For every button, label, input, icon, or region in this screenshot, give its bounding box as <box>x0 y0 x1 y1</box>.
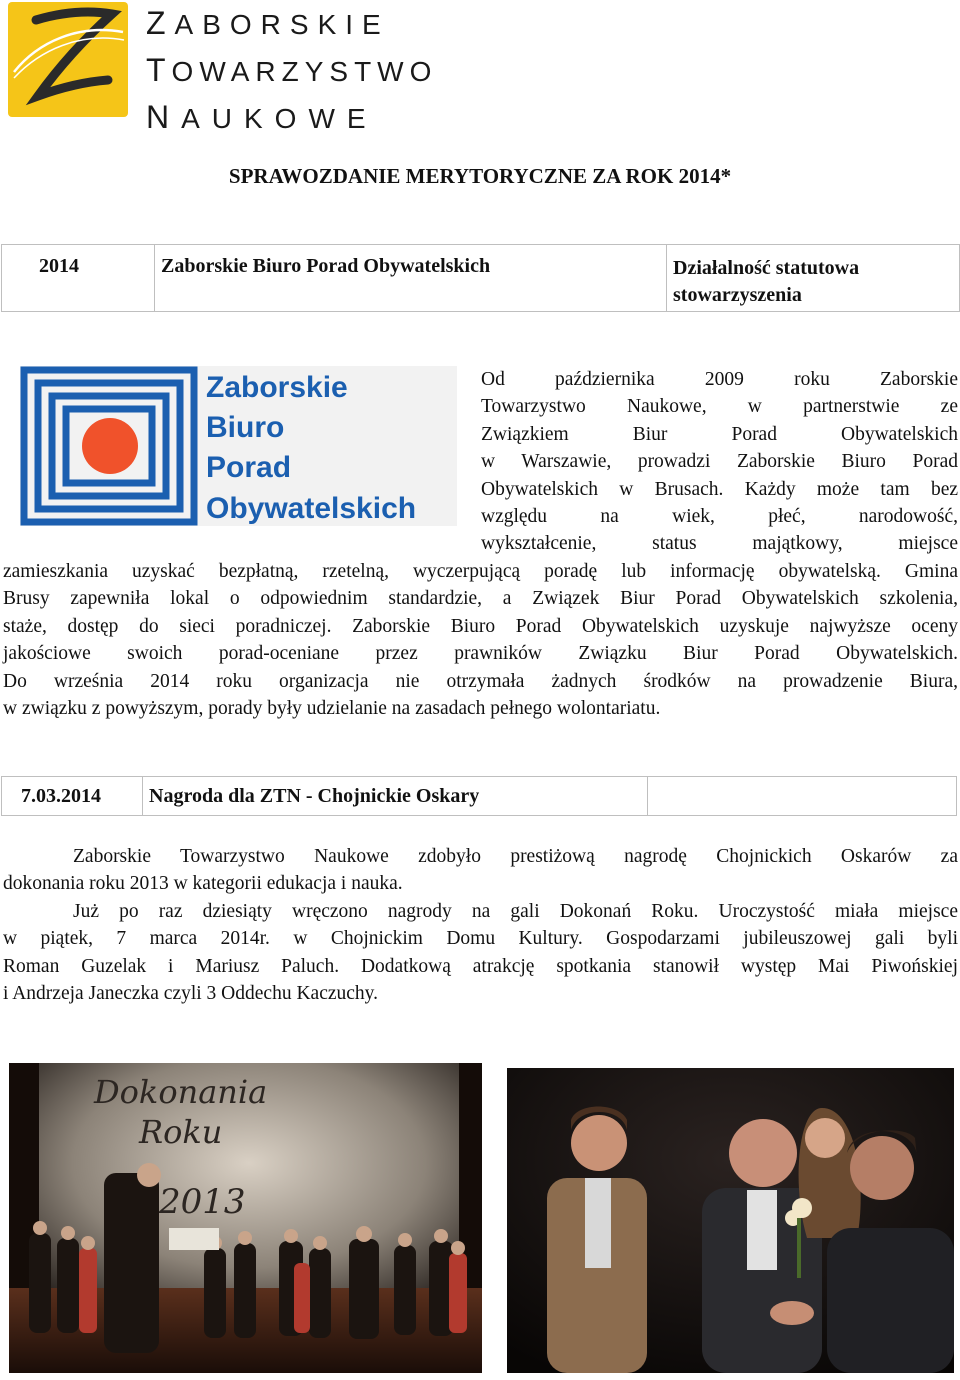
zbpo-paragraph-wrapped <box>481 366 958 558</box>
text-line: Obywatelskich w Brusach. Każdy może tam bez <box>481 478 958 500</box>
text-line: w związku z powyższym, porady były udzielanie na zasadach pełnego wolontariatu. <box>3 698 661 720</box>
text-line: dokonania roku 2013 w kategorii edukacja i nauka. <box>3 873 403 895</box>
text-line: Towarzystwo Naukowe, w partnerstwie ze <box>481 396 958 418</box>
section-name: Nagroda dla ZTN - Chojnickie Oskary <box>143 777 648 816</box>
section-header-table <box>1 776 957 816</box>
text-line: Od października 2009 roku Zaborskie <box>481 369 958 390</box>
zbpo-logo-line: Obywatelskich <box>206 492 417 525</box>
document-title: SPRAWOZDANIE MERYTORYCZNE ZA ROK 2014* <box>228 164 732 188</box>
section-name: Zaborskie Biuro Porad Obywatelskich <box>155 245 667 312</box>
stage-screen-text: 2013 <box>159 1182 246 1222</box>
text-line: staże, dostęp do sieci poradniczej. Zaborskie Biuro Porad Obywatelskich uzyskuje najwyższe oceny <box>3 615 958 637</box>
award-handshake-photo <box>507 1068 954 1373</box>
zbpo-logo-line: Porad <box>206 451 292 484</box>
zbpo-paragraph-full <box>3 558 958 722</box>
section-category-empty <box>648 777 957 816</box>
zbpo-logo-line: Zaborskie <box>206 371 348 404</box>
stage-photo-image <box>9 1063 482 1373</box>
text-line: względu na wiek, płeć, narodowość, <box>481 506 958 528</box>
ztn-logo-icon <box>8 2 128 117</box>
text-line: wykształcenie, status majątkowy, miejsce <box>481 533 958 555</box>
text-line: w piątek, 7 marca 2014r. w Chojnickim Domu Kultury. Gospodarzami jubileuszowej gali byli <box>3 928 958 950</box>
gala-stage-photo <box>9 1063 482 1373</box>
section-date: 7.03.2014 <box>2 777 143 816</box>
zbpo-logo-line: Biuro <box>206 411 285 444</box>
text-line: Już po raz dziesiąty wręczono nagrody na gali Dokonań Roku. Uroczystość miała miejsce <box>73 900 958 922</box>
oskary-paragraph <box>3 843 958 1007</box>
text-line: Brusy zapewniła lokal o odpowiednim standardzie, a Związek Biur Porad Obywatelskich szkolenia, <box>3 588 958 610</box>
text-line: Roman Guzelak i Mariusz Paluch. Dodatkową atrakcję spotkania stanowił występ Mai Piwońskiej <box>3 955 958 977</box>
text-line: Związkiem Biur Porad Obywatelskich <box>481 423 958 445</box>
stage-screen-text: Roku <box>139 1113 223 1151</box>
text-line: zamieszkania uzyskać bezpłatną, rzetelną, wyczerpującą poradę lub informację obywatelską. Gmina <box>3 561 958 582</box>
text-line: i Andrzeja Janeczka czyli 3 Oddechu Kaczuchy. <box>3 983 379 1005</box>
text-line: jakościowe swoich porad-oceniane przez prawników Związku Biur Porad Obywatelskich. <box>3 643 958 665</box>
ztn-logo-wordmark: ZABORSKIE TOWARZYSTWO NAUKOWE <box>146 5 438 135</box>
text-line: Zaborskie Towarzystwo Naukowe zdobyło prestiżową nagrodę Chojnickich Oskarów za <box>73 846 958 867</box>
section-date: 2014 <box>2 245 155 312</box>
section-category: Działalność statutowa stowarzyszenia <box>667 245 960 312</box>
text-line: w Warszawie, prowadzi Zaborskie Biuro Porad <box>481 451 958 473</box>
zbpo-logo-icon <box>20 366 457 526</box>
section-header-table <box>1 244 960 312</box>
award-photo-image <box>507 1068 954 1373</box>
stage-screen-text: Dokonania <box>94 1073 268 1111</box>
text-line: Do września 2014 roku organizacja nie otrzymała żadnych środków na prowadzenie Biura, <box>3 670 958 692</box>
